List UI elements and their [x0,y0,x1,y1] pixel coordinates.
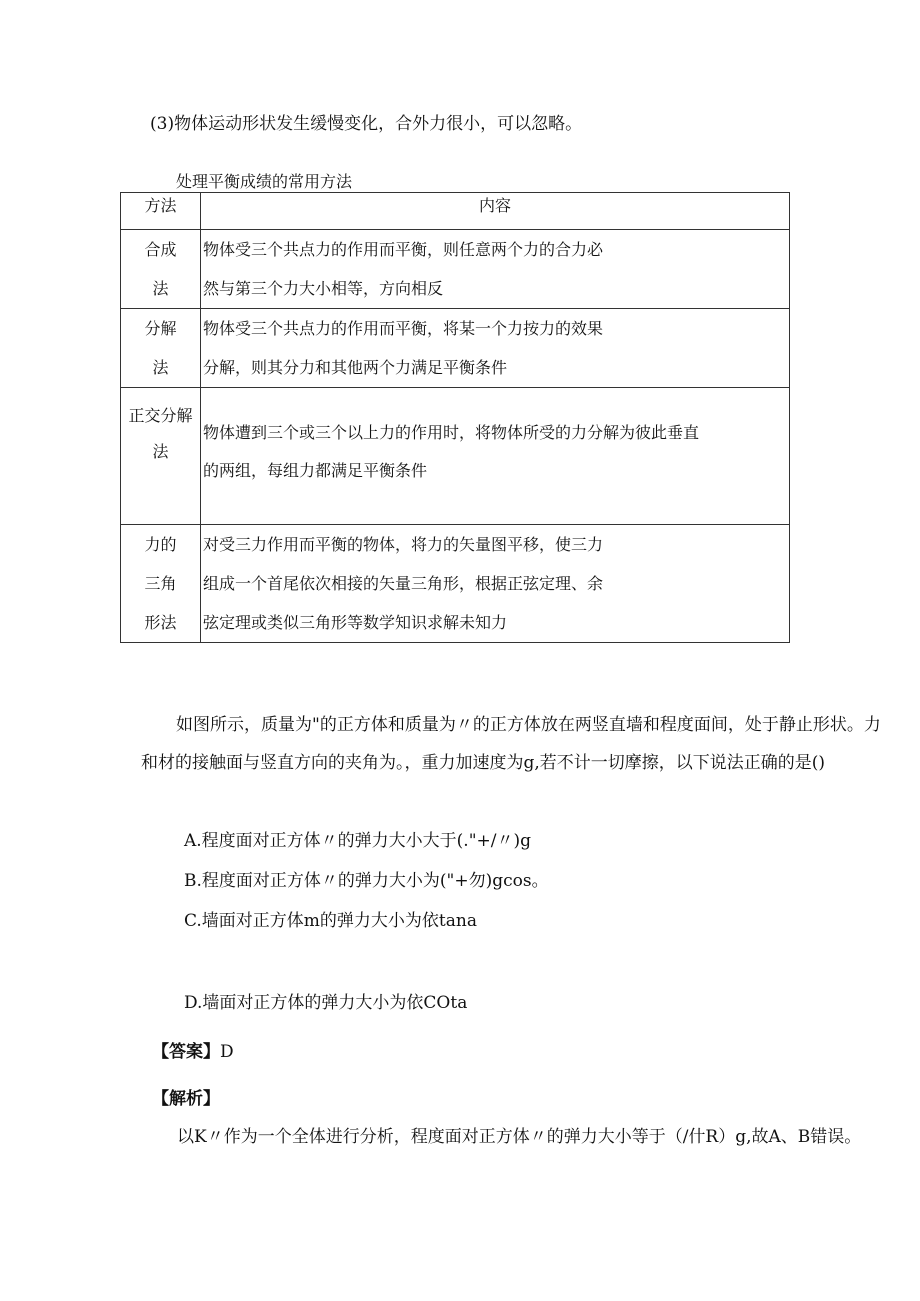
table-caption: 处理平衡成绩的常用方法 [176,172,353,191]
analysis-title: 【解析】 [152,1089,220,1109]
method-line: 力的 [144,535,177,554]
table-row [121,525,790,643]
question-stem: 如图所示，质量为"的正方体和质量为〃的正方体放在两竖直墙和程度面间，处于静止形状。力和材的接触面与竖直方向的夹角为。，重力加速度为g,若不计一切摩擦，以下说法正确的是() [141,715,881,773]
method-line: 法 [152,279,169,298]
content-line: 物体受三个共点力的作用而平衡，将某一个力按力的效果 [203,319,604,338]
method-cell [121,230,201,309]
option-d: D.墙面对正方体的弹力大小为依COta [184,993,468,1013]
method-line: 形法 [144,613,177,632]
analysis-text: 以K〃作为一个全体进行分析，程度面对正方体〃的弹力大小等于（/什R）g,故A、B错误。 [177,1127,862,1147]
content-line: 分解，则其分力和其他两个力满足平衡条件 [203,358,508,377]
header-content: 内容 [201,193,790,230]
content-cell [201,525,790,643]
content-cell [201,230,790,309]
method-line: 分解 [144,319,177,338]
method-line: 合成 [144,240,177,259]
option-b: B.程度面对正方体〃的弹力大小为("+勿)gcos。 [184,871,549,891]
method-line: 正交分解 [128,406,193,425]
intro-point: (3)物体运动形状发生缓慢变化，合外力很小，可以忽略。 [150,114,583,134]
table-row [121,230,790,309]
method-cell [121,309,201,388]
content-line: 弦定理或类似三角形等数学知识求解未知力 [203,613,508,632]
method-line: 法 [152,358,169,377]
content-line: 物体遭到三个或三个以上力的作用时，将物体所受的力分解为彼此垂直 [203,423,700,442]
table-row [121,309,790,388]
method-line: 法 [152,442,169,461]
content-line: 组成一个首尾依次相接的矢量三角形，根据正弦定理、余 [203,574,604,593]
header-method: 方法 [121,193,201,230]
methods-table [120,192,790,643]
answer-line [152,1037,234,1062]
method-cell [121,388,201,525]
content-line: 对受三力作用而平衡的物体，将力的矢量图平移，使三力 [203,535,604,554]
content-cell [201,388,790,525]
option-a: A.程度面对正方体〃的弹力大小大于(."+/〃)g [184,831,532,851]
method-line: 三角 [144,574,177,593]
content-line: 物体受三个共点力的作用而平衡，则任意两个力的合力必 [203,240,604,259]
content-line: 的两组，每组力都满足平衡条件 [203,461,428,480]
answer-label: 【答案】 [152,1042,220,1062]
answer-value: D [220,1042,234,1062]
method-cell [121,525,201,643]
table-header-row [121,193,790,230]
option-c: C.墙面对正方体m的弹力大小为依tana [184,911,477,931]
table-row [121,388,790,525]
content-cell [201,309,790,388]
content-line: 然与第三个力大小相等，方向相反 [203,279,444,298]
